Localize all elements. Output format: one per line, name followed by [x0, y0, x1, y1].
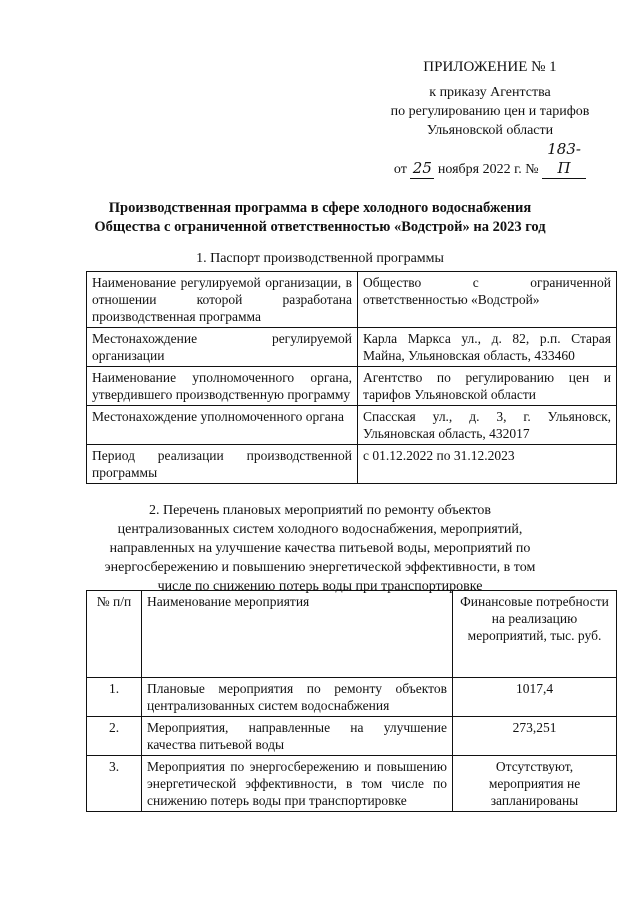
measures-table [86, 590, 617, 812]
section1-heading: 1. Паспорт производственной программы [196, 251, 444, 266]
header-line-3: Ульяновской области [426, 123, 554, 138]
title-line-1: Производственная программа в сфере холодного водоснабжения [108, 200, 532, 216]
measure-finance: 273,251 [453, 717, 617, 756]
measure-number: 3. [87, 756, 142, 812]
header-line-1: к приказу Агентства [429, 85, 551, 100]
section2-heading: 2. Перечень плановых мероприятий по ремонту объектов централизованных систем холодного водоснабжения, мероприятий, направленных на улучшение качества питьевой воды, мероприятий по энергосбережению и повышению энергетической эффективности, в том числе по снижению потерь воды при транспортировке [104, 503, 536, 594]
measure-number: 2. [87, 717, 142, 756]
order-date-line [370, 140, 610, 179]
passport-table [86, 271, 617, 484]
header-line-2: по регулированию цен и тарифов [390, 104, 590, 119]
passport-label: Местонахождение регулируемой организации [87, 328, 358, 367]
passport-row [87, 328, 617, 367]
measure-row [87, 717, 617, 756]
document-header [370, 58, 610, 179]
measure-row [87, 756, 617, 812]
measure-name: Мероприятия по энергосбережению и повышению энергетической эффективности, в том числе по снижению потерь воды при транспортировке [142, 756, 453, 812]
passport-value: Спасская ул., д. 3, г. Ульяновск, Ульяновская область, 432017 [358, 406, 617, 445]
measure-number: 1. [87, 678, 142, 717]
measure-row [87, 678, 617, 717]
passport-label: Местонахождение уполномоченного органа [87, 406, 358, 445]
title-line-2: Общества с ограниченной ответственностью «Водстрой» на 2023 год [94, 219, 546, 235]
order-number-handwritten: 183-П [542, 140, 586, 179]
col-num-header: № п/п [87, 591, 142, 678]
passport-label: Период реализации производственной программы [87, 445, 358, 484]
appendix-label: ПРИЛОЖЕНИЕ № 1 [423, 59, 557, 75]
date-prefix: от [393, 162, 407, 177]
passport-row [87, 445, 617, 484]
passport-value: Агентство по регулированию цен и тарифов Ульяновской области [358, 367, 617, 406]
col-finance-header: Финансовые потребности на реализацию мероприятий, тыс. руб. [453, 591, 617, 678]
passport-row [87, 367, 617, 406]
passport-row [87, 272, 617, 328]
table-header-row [87, 591, 617, 678]
date-day-handwritten: 25 [410, 159, 434, 179]
measure-finance: Отсутствуют, мероприятия не запланированы [453, 756, 617, 812]
col-name-header: Наименование мероприятия [142, 591, 453, 678]
passport-row [87, 406, 617, 445]
measure-finance: 1017,4 [453, 678, 617, 717]
date-rest: ноября 2022 г. № [437, 162, 539, 177]
measure-name: Плановые мероприятия по ремонту объектов централизованных систем водоснабжения [142, 678, 453, 717]
passport-value: Карла Маркса ул., д. 82, р.п. Старая Майна, Ульяновская область, 433460 [358, 328, 617, 367]
measure-name: Мероприятия, направленные на улучшение качества питьевой воды [142, 717, 453, 756]
passport-value: с 01.12.2022 по 31.12.2023 [358, 445, 617, 484]
document-title [0, 199, 640, 237]
passport-label: Наименование регулируемой организации, в отношении которой разработана производственная программа [87, 272, 358, 328]
passport-label: Наименование уполномоченного органа, утвердившего производственную программу [87, 367, 358, 406]
passport-value: Общество с ограниченной ответственностью «Водстрой» [358, 272, 617, 328]
